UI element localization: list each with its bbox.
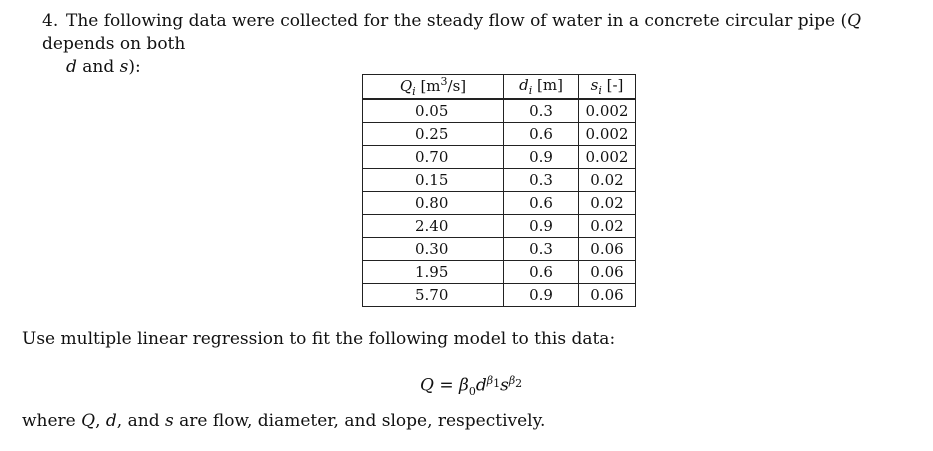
- cell-s: 0.002: [579, 146, 636, 169]
- data-table: [362, 74, 636, 307]
- cell-s: 0.002: [579, 123, 636, 146]
- cell-d: 0.6: [504, 261, 579, 284]
- cell-s: 0.002: [579, 99, 636, 123]
- table-row: [363, 238, 636, 261]
- cell-s: 0.06: [579, 238, 636, 261]
- table-row: [363, 192, 636, 215]
- instruction-text: Use multiple linear regression to fit the following model to this data:: [22, 329, 616, 349]
- cell-d: 0.9: [504, 215, 579, 238]
- cell-q: 0.30: [363, 238, 504, 261]
- cell-s: 0.02: [579, 192, 636, 215]
- problem-number: 4.: [42, 11, 59, 31]
- table-row: [363, 261, 636, 284]
- table-row: [363, 146, 636, 169]
- cell-q: 0.15: [363, 169, 504, 192]
- cell-d: 0.6: [504, 192, 579, 215]
- cell-d: 0.9: [504, 284, 579, 307]
- table-body: [363, 99, 636, 307]
- cell-d: 0.3: [504, 238, 579, 261]
- model-formula: $Q = \beta_0d^{\beta_1}s^{\beta_2}$: [420, 374, 523, 399]
- problem-line-2: d and s):: [66, 57, 141, 77]
- cell-s: 0.02: [579, 215, 636, 238]
- problem-text-1: The following data were collected for the steady flow of water in a concrete circular pipe (Q depends on both: [42, 11, 862, 54]
- cell-q: 0.70: [363, 146, 504, 169]
- problem-line-1: [42, 10, 927, 56]
- cell-q: 1.95: [363, 261, 504, 284]
- header-q: $Q_i$ $[m^3/s]$: [363, 75, 504, 100]
- cell-s: 0.06: [579, 284, 636, 307]
- cell-d: 0.6: [504, 123, 579, 146]
- table-row: [363, 215, 636, 238]
- table-row: [363, 169, 636, 192]
- cell-s: 0.06: [579, 261, 636, 284]
- cell-d: 0.3: [504, 169, 579, 192]
- problem-statement: [42, 10, 927, 79]
- table-row: [363, 99, 636, 123]
- header-d: $d_i$ [m]: [504, 75, 579, 100]
- table-row: [363, 284, 636, 307]
- header-s: $s_i$ [-]: [579, 75, 636, 100]
- cell-q: 5.70: [363, 284, 504, 307]
- cell-q: 0.25: [363, 123, 504, 146]
- definition-text: where Q, d, and s are flow, diameter, and slope, respectively.: [22, 411, 546, 431]
- cell-d: 0.9: [504, 146, 579, 169]
- cell-d: 0.3: [504, 99, 579, 123]
- data-table-container: [362, 74, 636, 307]
- table-header-row: [363, 75, 636, 100]
- cell-q: 0.80: [363, 192, 504, 215]
- cell-q: 0.05: [363, 99, 504, 123]
- cell-s: 0.02: [579, 169, 636, 192]
- cell-q: 2.40: [363, 215, 504, 238]
- table-row: [363, 123, 636, 146]
